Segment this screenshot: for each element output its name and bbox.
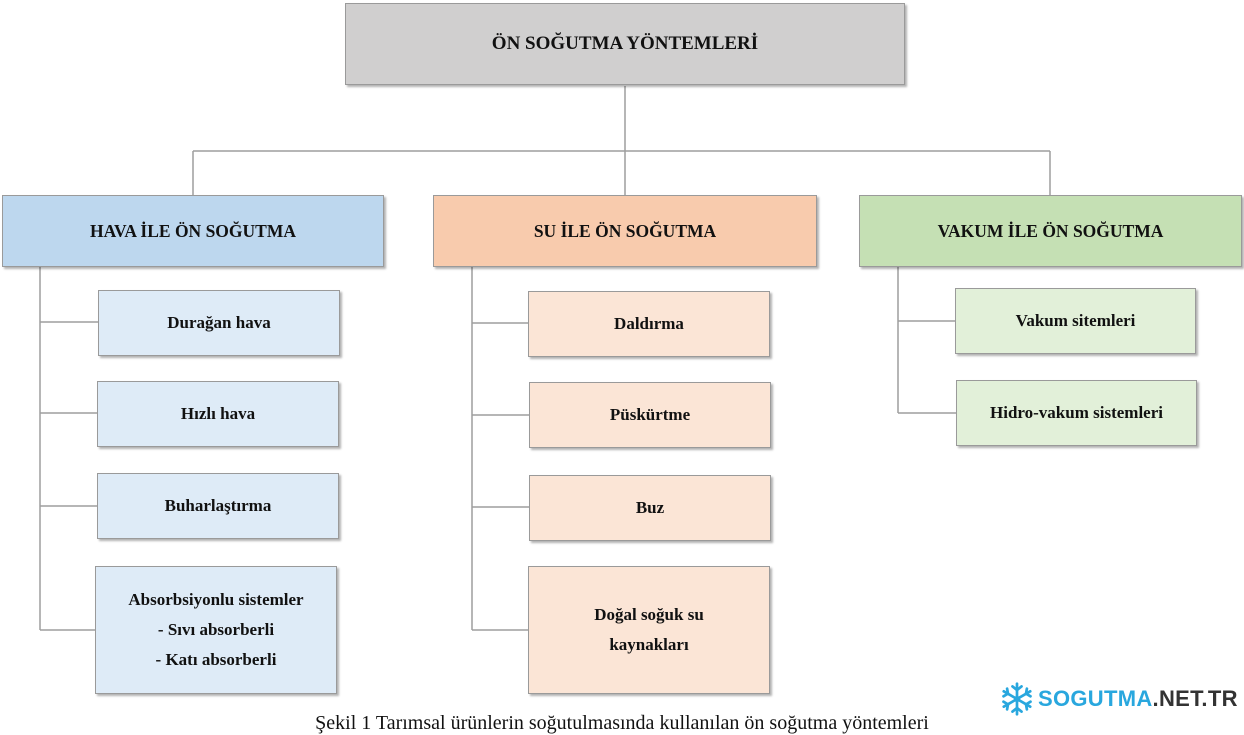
hava-item-absorbsiyon [95, 566, 337, 694]
vakum-item-hidro [956, 380, 1197, 446]
hava-item-buharlastirma [97, 473, 339, 539]
watermark-main-text: SOGUTMA [1038, 686, 1153, 711]
watermark-tld-text: .NET.TR [1152, 686, 1238, 711]
item-label: Durağan hava [167, 313, 271, 333]
item-label-line: - Katı absorberli [155, 649, 277, 669]
hava-item-hizli [97, 381, 339, 447]
item-label-line: - Sıvı absorberli [157, 620, 275, 640]
item-label: Hidro-vakum sistemleri [990, 403, 1163, 423]
item-label: Püskürtme [609, 405, 691, 425]
su-item-dogal [528, 566, 770, 694]
category-hava [2, 195, 384, 267]
category-vakum-label: VAKUM İLE ÖN SOĞUTMA [937, 220, 1164, 241]
su-item-puskurtme [529, 382, 771, 448]
vakum-item-sistemleri [955, 288, 1196, 354]
category-su-label: SU İLE ÖN SOĞUTMA [533, 220, 717, 241]
category-vakum [859, 195, 1242, 267]
item-label: Daldırma [614, 314, 684, 334]
item-label-line: kaynakları [609, 635, 689, 654]
category-hava-label: HAVA İLE ÖN SOĞUTMA [89, 220, 296, 241]
item-label: Buharlaştırma [164, 496, 272, 516]
item-label: Vakum sitemleri [1015, 311, 1136, 331]
root-label: ÖN SOĞUTMA YÖNTEMLERİ [491, 33, 759, 54]
item-label: Hızlı hava [180, 404, 256, 424]
snowflake-icon [998, 681, 1036, 717]
su-item-daldirma [528, 291, 770, 357]
item-label: Buz [635, 498, 665, 518]
hava-item-duragan [98, 290, 340, 356]
item-label-line: Absorbsiyonlu sistemler [128, 590, 304, 610]
root-node [345, 3, 905, 85]
item-label-line: Doğal soğuk su [594, 605, 704, 625]
figure-caption: Şekil 1 Tarımsal ürünlerin soğutulmasında kullanılan ön soğutma yöntemleri [315, 712, 929, 734]
watermark-logo [998, 681, 1238, 717]
su-item-buz [529, 475, 771, 541]
category-su [433, 195, 817, 267]
